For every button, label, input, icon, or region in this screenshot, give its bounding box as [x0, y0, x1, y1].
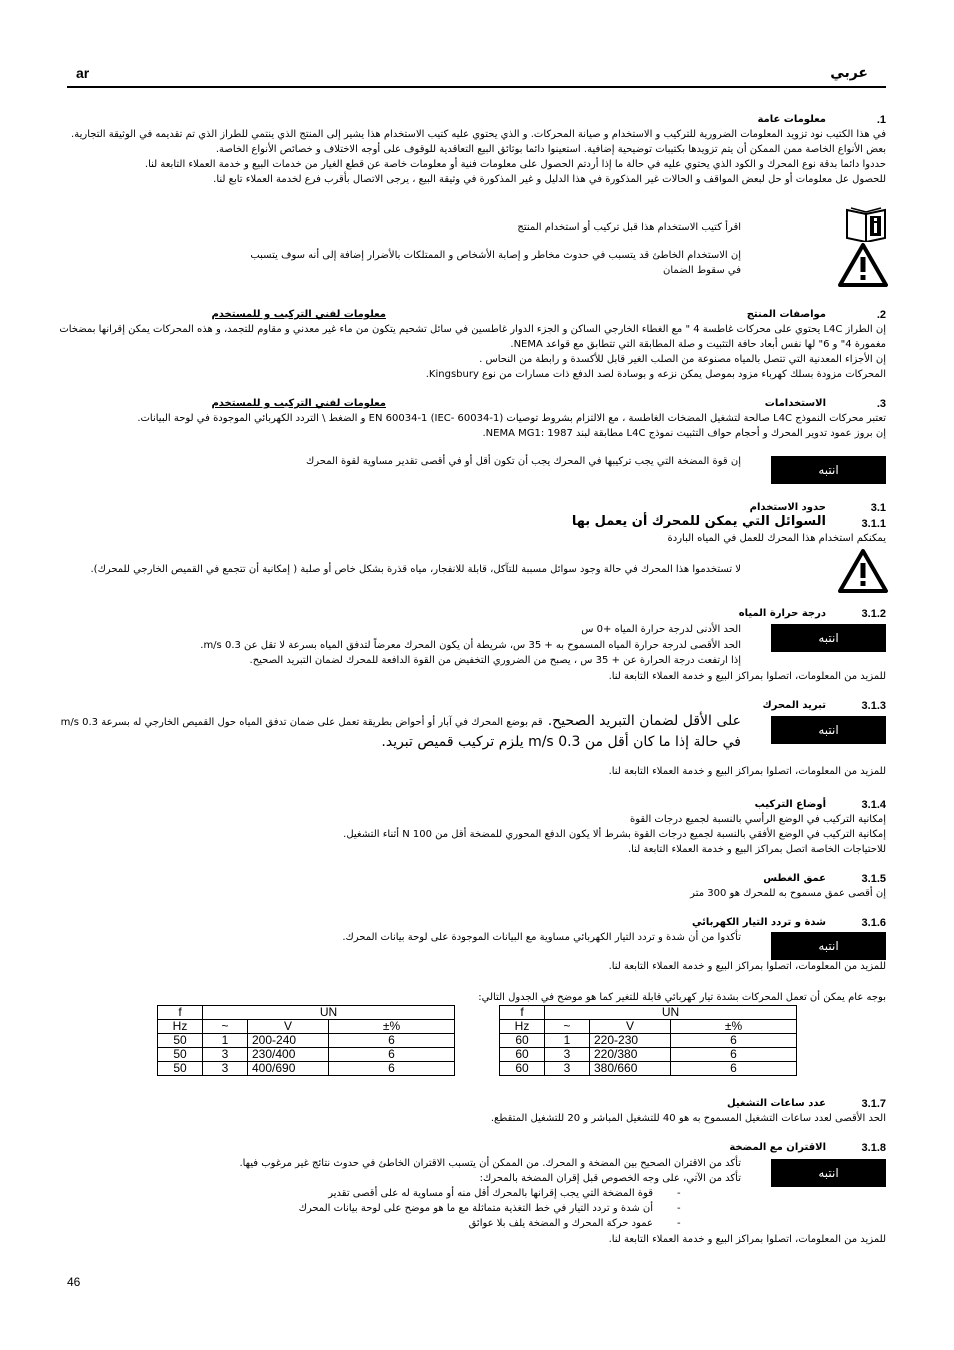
table-cell: 6 [671, 1048, 797, 1062]
table-cell: 1 [203, 1034, 248, 1048]
s1-line: بعض الأنواع الخاصة ممن الممكن أن يتم تزويدها بكتيبات توضيحية إضافية. استعينوا دائما بوثائق البيع التعاقدية للوقوف على أوجه الاختلاف و خصائص الأنواع الخاصة. [215, 144, 886, 155]
s314-line: للاحتياجات الخاصة اتصل بمراكز البيع و خدمة العملاء التابعة لنا. [627, 844, 886, 855]
table-header-cell: ~ [545, 1020, 590, 1034]
s318-bullet-dash: - [677, 1203, 681, 1214]
s317-title: عدد ساعات التشغيل [726, 1098, 826, 1109]
s316-table-intro: بوجه عام يمكن أن تعمل المحركات بشدة تيار كهربائي قابلة للتغير كما هو موضح في الجدول التالي: [478, 992, 886, 1003]
s3-tech-label: معلومات لفني التركيب و للمستخدم [211, 398, 386, 409]
s313-line1-small: قم بوضع المحرك في آبار أو أحواض بطريقة تعمل على ضمان تدفق المياه حول القميص الخارجي له بسرعة 0.3 m/s [60, 717, 543, 728]
table-header-row [158, 1006, 455, 1020]
table-header-cell: Hz [500, 1020, 545, 1034]
voltage-table-60hz [499, 1005, 797, 1076]
table-header-cell: V [590, 1020, 671, 1034]
table-row [500, 1062, 797, 1076]
table-header-row [158, 1020, 455, 1034]
table-cell: 200-240 [248, 1034, 329, 1048]
s315-title: عمق الغطس [763, 873, 826, 884]
s314-title: أوضاع التركيب [754, 799, 826, 810]
table-row [500, 1048, 797, 1062]
table-cell: 60 [500, 1062, 545, 1076]
s316-contact: للمزيد من المعلومات، اتصلوا بمراكز البيع و خدمة العملاء التابعة لنا. [608, 961, 886, 972]
table-header-cell: Hz [158, 1020, 203, 1034]
s2-number: .2 [876, 309, 886, 321]
table-cell: 50 [158, 1062, 203, 1076]
table-cell: 220-230 [590, 1034, 671, 1048]
table-header-cell: f [500, 1006, 545, 1020]
table-header-cell: UN [545, 1006, 797, 1020]
s311-warning: لا تستخدموا هذا المحرك في حالة وجود سوائل مسببة للتآكل، قابلة للانفجار، مياه قذرة بشكل خاص أو صلبة ( إمكانية أن تتجمع في القميص الخارجي للمحرك). [90, 564, 741, 575]
header-lang-name: عربي [830, 65, 868, 81]
table-row [158, 1062, 455, 1076]
s2-line: مغمورة 4" و 6" لها نفس أبعاد حافة التثبيت و صلة المطابقة التي تتطابق مع قواعد NEMA. [510, 339, 886, 350]
table-cell: 60 [500, 1034, 545, 1048]
table-cell: 230/400 [248, 1048, 329, 1062]
table-cell: 3 [203, 1062, 248, 1076]
table-header-cell: f [158, 1006, 203, 1020]
s315-number: 3.1.5 [861, 873, 886, 885]
table-cell: 220/380 [590, 1048, 671, 1062]
s312-line: إذا ارتفعت درجة الحرارة عن + 35 س ، يصبح من الضروري التخفيض من القوة الدافعة للمحرك لضمان التبريد الصحيح. [249, 655, 741, 666]
table-cell: 380/660 [590, 1062, 671, 1076]
s313-line [61, 710, 741, 732]
table-cell: 60 [500, 1048, 545, 1062]
s318-title: الاقتران مع المضخة [729, 1142, 826, 1153]
table-header-cell: V [248, 1020, 329, 1034]
s313-line2: في حالة إذا ما كان أقل من 0.3 m/s يلزم تركيب قميص تبريد. [381, 734, 741, 750]
s1-title: معلومات عامة [757, 114, 826, 125]
s1-line: في هذا الكتيب نود تزويد المعلومات الضرورية للتركيب و الاستخدام و صيانة المحركات. و الذي يحتوي عليه كتيب الاستخدام هذا يشير إلى المنتج الذي ينتمي للطراز الذي تم تقديمه في الوثيقة التجارية. [71, 129, 886, 140]
table-row [158, 1034, 455, 1048]
s318-line: تأكد من الآتي، على وجه الخصوص قبل إقران المضخة بالمحرك: [479, 1173, 741, 1184]
s313-line1-big: على الأقل لضمان التبريد الصحيح. [547, 713, 741, 729]
s31-number: 3.1 [870, 502, 886, 514]
s2-line: المحركات مزودة بسلك كهرباء مزود بموصل يمكن نزعه و بوسادة لصد الدفع ذات مسارات من نوع Kingsbury. [425, 369, 886, 380]
s3-title: الاستخدامات [764, 398, 826, 409]
s318-bullet: عمود حركة المحرك و المضخة يلف بلا عوائق [468, 1218, 653, 1229]
s318-bullet-dash: - [677, 1218, 681, 1229]
s3-notice-text: إن قوة المضخة التي يجب تركيبها في المحرك يجب أن تكون أقل أو في أقصى تقدير مساوية لقوة المحرك [306, 456, 741, 467]
s2-line: إن الطراز L4C يحتوي على محركات غاطسة 4 " مع الغطاء الخارجي الساكن و الجزء الدوار غاطسين في سائل تشحيم يتكون من ماء غير معدني و مقاوم للتجمد، و هذه المحركات يمكن إقرانها بمضخات [59, 324, 886, 335]
table-cell: 6 [329, 1048, 455, 1062]
header-rule [67, 86, 886, 88]
s318-contact: للمزيد من المعلومات، اتصلوا بمراكز البيع و خدمة العملاء التابعة لنا. [608, 1234, 886, 1245]
table-row [500, 1034, 797, 1048]
s318-notice-badge: انتبه [771, 1159, 886, 1187]
s312-contact: للمزيد من المعلومات، اتصلوا بمراكز البيع و خدمة العملاء التابعة لنا. [608, 671, 886, 682]
s311-title: السوائل التي يمكن للمحرك أن يعمل بها [571, 514, 826, 529]
table-cell: 6 [671, 1062, 797, 1076]
table-cell: 50 [158, 1048, 203, 1062]
table-header-cell: UN [203, 1006, 455, 1020]
s314-line: إمكانية التركيب في الوضع الأفقي بالنسبة لجميع درجات القوة بشرط ألا يكون الدفع المحوري للمضخة أقل من 100 N أثناء التشغيل. [343, 829, 886, 840]
s311-text: يمكنكم استخدام هذا المحرك للعمل في المياه الباردة [667, 533, 886, 544]
s2-tech-label: معلومات لفني التركيب و للمستخدم [211, 309, 386, 320]
s1-line: حددوا دائما بدقة نوع المحرك و الكود الذي يحتوي عليه في حالة ما إذا أردتم الحصول على معلومات فنية أو معلومات خاصة عن قطع الغيار من خدمات البيع و خدمة العملاء التابعة لنا. [144, 159, 886, 170]
warning-triangle-icon [837, 242, 889, 292]
table-header-cell: ±% [671, 1020, 797, 1034]
table-cell: 1 [545, 1034, 590, 1048]
s318-line: تأكد من الاقتران الصحيح بين المضخة و المحرك. من الممكن أن يتسبب الاقتران الخاطئ في حدوث نتائج غير مرغوب فيها. [239, 1158, 741, 1169]
table-header-row [500, 1006, 797, 1020]
s31-title: حدود الاستخدام [749, 502, 826, 513]
s314-line: إمكانية التركيب في الوضع الرأسي بالنسبة لجميع درجات القوة [629, 814, 886, 825]
s317-text: الحد الأقصى لعدد ساعات التشغيل المسموح به هو 40 للتشغيل المباشر و 20 للتشغيل المتقطع. [490, 1113, 886, 1124]
s313-contact: للمزيد من المعلومات، اتصلوا بمراكز البيع و خدمة العملاء التابعة لنا. [608, 766, 886, 777]
warning-triangle-icon [837, 548, 889, 598]
s1-number: .1 [876, 114, 886, 126]
s3-notice-badge: انتبه [771, 456, 886, 484]
s318-bullet: قوة المضخة التي يجب إقرانها بالمحرك أقل منه أو مساوية له على أقصى تقدير [328, 1188, 653, 1199]
voltage-table-50hz [157, 1005, 455, 1076]
s314-number: 3.1.4 [861, 799, 886, 811]
page-number: 46 [67, 1275, 81, 1289]
s3-line: تعتبر محركات النموذج L4C صالحة لتشغيل المضخات الغاطسة ، مع الالتزام بشروط توصيات (IEC- 60034-1) EN 60034-1 و الضغط \ التردد الكهربائي الموجودة في لوحة البيانات. [137, 413, 886, 424]
s2-line: إن الأجزاء المعدنية التي تتصل بالمياه مصنوعة من الصلب الغير قابل للأكسدة و رابطة من النحاس . [479, 354, 886, 365]
s318-bullet-dash: - [677, 1188, 681, 1199]
s315-text: إن أقصى عمق مسموح به للمحرك هو 300 متر [690, 888, 886, 899]
s2-title: مواصفات المنتج [746, 309, 826, 320]
table-cell: 3 [203, 1048, 248, 1062]
s1-line: للحصول عل معلومات أو حل لبعض المواقف و الحالات غير المذكورة في هذا الدليل و غير المذكورة في وثيقة البيع ، يرجى الاتصال بأقرب فرع لخدمة العملاء تابع لنا. [213, 174, 886, 185]
s313-title: تبريد المحرك [762, 700, 826, 711]
s3-line: إن بروز عمود تدوير المحرك و أحجام حواف التثبيت نموذج L4C مطابقة لبند NEMA MG1: 1987. [482, 428, 886, 439]
s312-title: درجة حرارة المياه [738, 608, 826, 619]
s312-notice-badge: انتبه [771, 624, 886, 652]
s318-number: 3.1.8 [861, 1142, 886, 1154]
s316-text: تأكدوا من أن شدة و تردد التيار الكهربائي مساوية مع البيانات الموجودة على لوحة بيانات المحرك. [342, 932, 741, 943]
s316-title: شدة و تردد التيار الكهربائي [692, 917, 826, 928]
s311-number: 3.1.1 [861, 518, 886, 530]
s312-line: الحد الأقصى لدرجة حرارة المياه المسموح به + 35 س، شريطة أن يكون المحرك معرضاً لتدفق المياه بسرعة لا تقل عن 0.3 m/s. [200, 640, 741, 651]
s313-number: 3.1.3 [861, 700, 886, 712]
table-cell: 400/690 [248, 1062, 329, 1076]
table-cell: 50 [158, 1034, 203, 1048]
table-header-row [500, 1020, 797, 1034]
warning-text: إن الاستخدام الخاطئ قد يتسبب في حدوث مخاطر و إصابة الأشخاص و الممتلكات بالأضرار إضافة إلى أنه سوف يتسبب [250, 250, 741, 261]
s317-number: 3.1.7 [861, 1098, 886, 1110]
table-row [158, 1048, 455, 1062]
table-cell: 6 [671, 1034, 797, 1048]
s312-number: 3.1.2 [861, 608, 886, 620]
s313-notice-badge: انتبه [771, 716, 886, 744]
manual-book-icon [843, 204, 889, 246]
s312-line: الحد الأدنى لدرجة حرارة المياه +0 س [581, 624, 741, 635]
s3-number: .3 [876, 398, 886, 410]
table-cell: 3 [545, 1062, 590, 1076]
table-cell: 6 [329, 1062, 455, 1076]
table-header-cell: ~ [203, 1020, 248, 1034]
header-lang-code: ar [76, 65, 90, 81]
s316-number: 3.1.6 [861, 917, 886, 929]
table-cell: 6 [329, 1034, 455, 1048]
table-header-cell: ±% [329, 1020, 455, 1034]
s318-bullet: أن شدة و تردد التيار في خط التغذية متماثلة مع ما هو موضح على لوحة بيانات المحرك [298, 1203, 653, 1214]
s316-notice-badge: انتبه [771, 932, 886, 960]
manual-note: اقرأ كتيب الاستخدام هذا قبل تركيب أو استخدام المنتج [517, 222, 741, 233]
warning-text: في سقوط الضمان [663, 265, 741, 276]
table-cell: 3 [545, 1048, 590, 1062]
